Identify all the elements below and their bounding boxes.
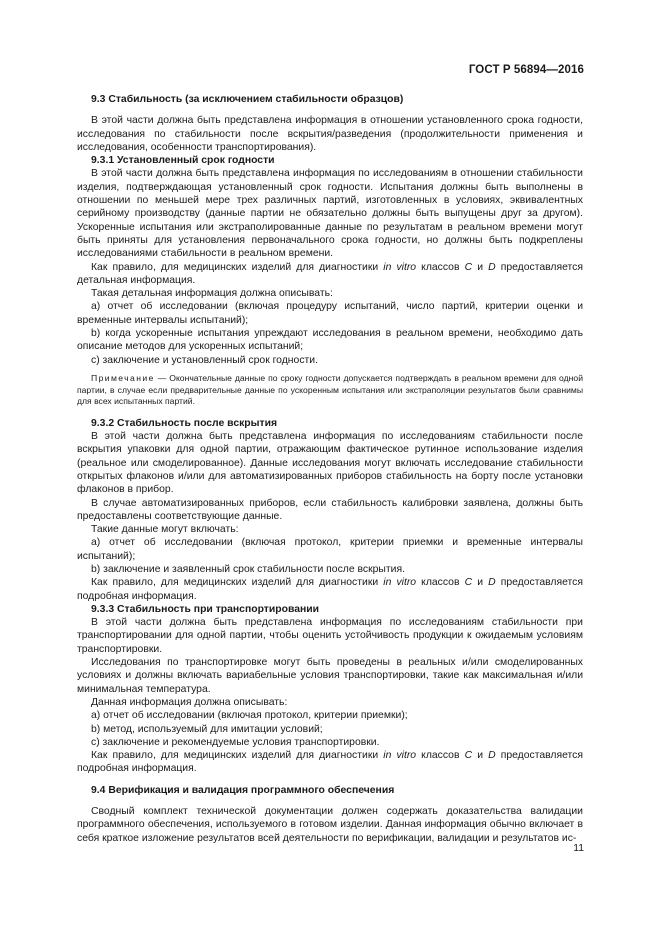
document-body bbox=[77, 93, 583, 845]
document-standard-id: ГОСТ Р 56894—2016 bbox=[468, 64, 584, 76]
section-9-3-3-paragraph-4: Как правило, для медицинских изделий для диагностики in vitro классов C и D предоставляется подробная информация. bbox=[77, 750, 584, 775]
section-9-3-heading: 9.3 Стабильность (за исключением стабильности образцов) bbox=[91, 94, 404, 105]
section-9-3-2-paragraph-4: Как правило, для медицинских изделий для диагностики in vitro классов C и D предоставляется подробная информация. bbox=[77, 577, 584, 602]
section-9-4-paragraph-1: Сводный комплект технической документации должен содержать доказательства валидации программного обеспечения, используемого в готовом изделии. Данная информация обычно включает в себя краткое изложение результатов всей деятельности по верификации, валидации и результатов ис- bbox=[77, 806, 583, 844]
section-9-3-1-heading: 9.3.1 Установленный срок годности bbox=[91, 155, 275, 167]
section-9-3-3-paragraph-1: В этой части должна быть представлена информация по исследованиям стабильности при транспортировании для одной партии, чтобы оценить устойчивость продукции к ожидаемым условиям транспортировки. bbox=[77, 617, 583, 655]
list-item-b: b) метод, используемый для имитации условий; bbox=[91, 723, 323, 735]
section-9-3-1-paragraph-3: Такая детальная информация должна описывать: bbox=[91, 288, 333, 300]
section-9-3-1-note: Примечание — Окончательные данные по сроку годности допускается подтверждать в реальном времени для одной партии, в случае если предварительные данные по ускоренным испытания или экстраполяции результатов были сравнимы для всех испытанных партий. bbox=[77, 372, 583, 407]
section-9-4-heading: 9.4 Верификация и валидация программного обеспечения bbox=[91, 784, 395, 796]
list-item-b: b) когда ускоренные испытания упреждают исследования в реальном времени, необходимо дать описание методов для ускоренных испытаний; bbox=[77, 328, 583, 353]
section-9-3-2-paragraph-2: В случае автоматизированных приборов, если стабильность калибровки заявлена, должны быть предоставлены соответствующие данные. bbox=[77, 497, 583, 522]
section-9-3-3-heading: 9.3.3 Стабильность при транспортировании bbox=[91, 603, 320, 615]
section-9-3-intro: В этой части должна быть представлена информация в отношении установленного срока годности, исследования по стабильности после вскрытия/разведения (продолжительности применения и исследования, особенности транспортирования). bbox=[77, 115, 583, 153]
note-label: Примечание bbox=[91, 372, 155, 383]
list-item-a: a) отчет об исследовании (включая процедуру испытаний, число партий, критерии оценки и временные интервалы испытаний); bbox=[77, 301, 583, 326]
section-9-3-2-heading: 9.3.2 Стабильность после вскрытия bbox=[91, 417, 278, 429]
section-9-3-3-paragraph-2: Исследования по транспортировке могут быть проведены в реальных и/или смоделированных условиях и должны включать вариабельные условия транспортировки, такие как максимальная и/или минимальная температура. bbox=[77, 657, 583, 695]
section-9-3-1-paragraph-2: Как правило, для медицинских изделий для диагностики in vitro классов C и D предоставляется детальная информация. bbox=[77, 261, 584, 286]
list-item-c: c) заключение и установленный срок годности. bbox=[91, 354, 318, 366]
list-item-a: a) отчет об исследовании (включая протокол, критерии приемки); bbox=[91, 710, 408, 722]
list-item-b: b) заключение и заявленный срок стабильности после вскрытия. bbox=[91, 563, 405, 575]
section-9-3-1-paragraph-1: В этой части должна быть представлена информация по исследованиям в отношении стабильности изделия, подтверждающая установленный срок годности. Испытания должны быть выполнены в отношении по меньшей мере трех различных партий, изготовленных в условиях, эквивалентных серийному производству (данные партии не обязательно должны быть выпущены друг за другом). Ускоренные испытания или экстраполированные данные по результатам в реальном времени могут быть приняты для установления первоначального срока годности, но должны быть подкреплены исследованиями стабильности в реальном времени. bbox=[77, 168, 583, 260]
section-9-3-2-paragraph-1: В этой части должна быть представлена информация по исследованиям стабильности после вскрытия упаковки для одной партии, отражающим фактическое рутинное использование изделия (реальное или смоделированное). Данные исследования могут включать исследование стабильности открытых флаконов и/или для автоматизированных приборов стабильность на борту после установки флаконов в прибор. bbox=[77, 431, 583, 496]
section-9-3-2-paragraph-3: Такие данные могут включать: bbox=[91, 524, 239, 536]
page-number: 11 bbox=[573, 843, 584, 854]
section-9-3-3-paragraph-3: Данная информация должна описывать: bbox=[91, 696, 288, 708]
list-item-c: c) заключение и рекомендуемые условия транспортировки. bbox=[91, 736, 380, 748]
list-item-a: a) отчет об исследовании (включая протокол, критерии приемки и временные интервалы испытаний); bbox=[77, 537, 583, 562]
